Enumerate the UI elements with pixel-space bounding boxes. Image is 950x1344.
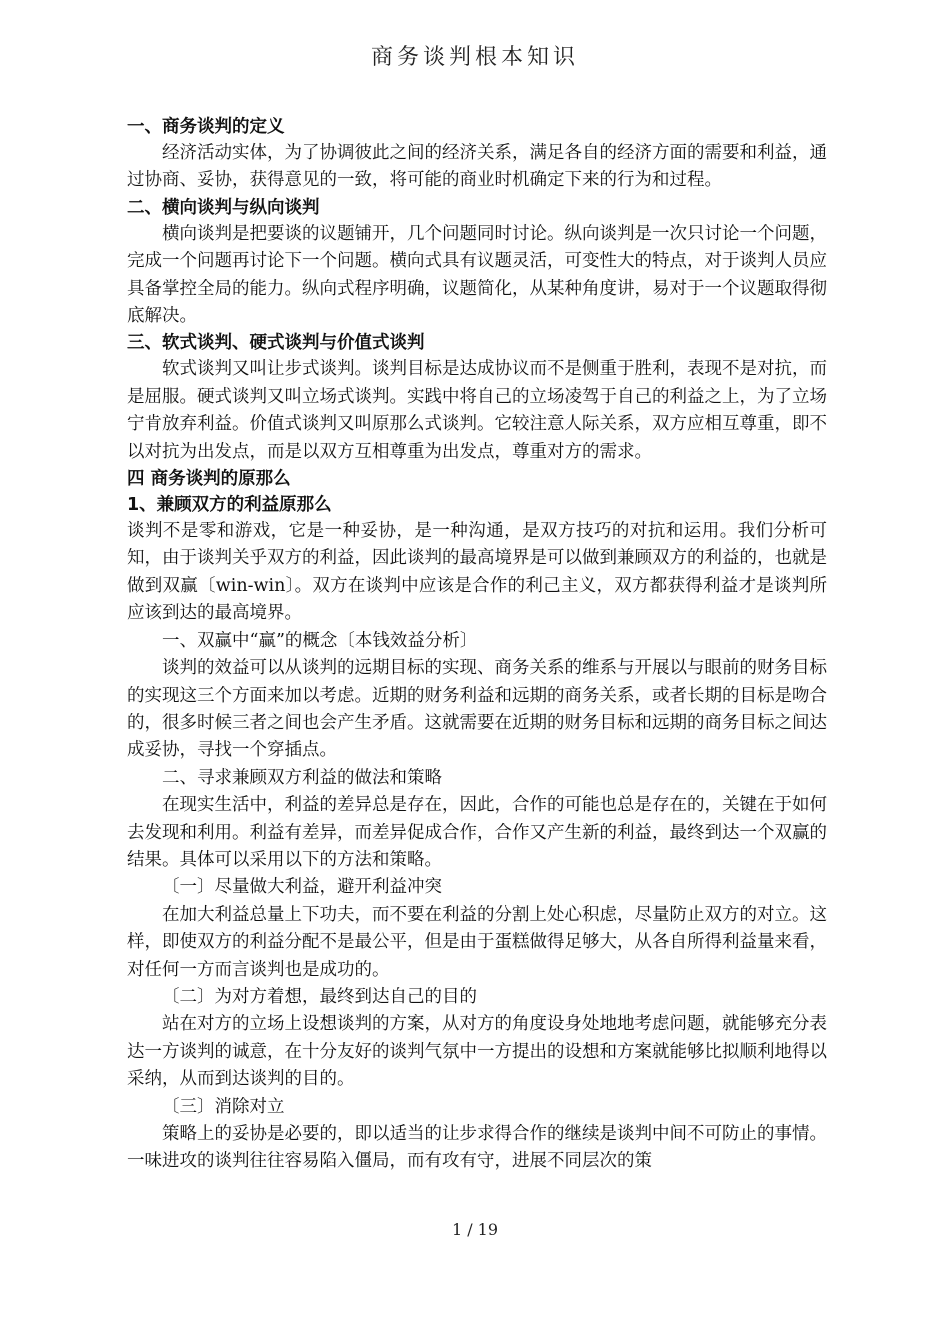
paragraph: 在加大利益总量上下功夫，而不要在利益的分割上处心积虑，尽量防止双方的对立。这样，即使双方的利益分配不是最公平，但是由于蛋糕做得足够大，从各自所得利益量来看，对任何一方而言谈判也是成功的。: [127, 904, 827, 980]
sub-heading: 一、双赢中“赢”的概念〔本钱效益分析〕: [162, 630, 478, 651]
paragraph: 策略上的妥协是必要的，即以适当的让步求得合作的继续是谈判中间不可防止的事情。一味进攻的谈判往往容易陷入僵局，而有攻有守，进展不同层次的策: [127, 1124, 827, 1172]
paragraph: 谈判的效益可以从谈判的远期目标的实现、商务关系的维系与开展以与眼前的财务目标的实现这三个方面来加以考虑。近期的财务利益和远期的商务关系，或者长期的目标是吻合的，很多时候三者之间也会产生矛盾。这就需要在近期的财务目标和远期的商务目标之间达成妥协，寻找一个穿插点。: [127, 658, 827, 761]
sub-heading: 〔三〕消除对立: [162, 1096, 285, 1117]
section-heading-2: 二、横向谈判与纵向谈判: [127, 197, 320, 218]
page-number: 1 / 19: [451, 1220, 499, 1239]
paragraph: 软式谈判又叫让步式谈判。谈判目标是达成协议而不是侧重于胜利，表现不是对抗，而是屈服。硬式谈判又叫立场式谈判。实践中将自己的立场凌驾于自己的利益之上，为了立场宁肯放弃利益。价值式谈判又叫原那么式谈判。它较注意人际关系，双方应相互尊重，即不以对抗为出发点，而是以双方互相尊重为出发点，尊重对方的需求。: [127, 359, 827, 462]
paragraph: 谈判不是零和游戏，它是一种妥协，是一种沟通，是双方技巧的对抗和运用。我们分析可知，由于谈判关乎双方的利益，因此谈判的最高境界是可以做到兼顾双方的利益的，也就是做到双赢〔win-win〕。双方在谈判中应该是合作的利己主义，双方都获得利益才是谈判所应该到达的最高境界。: [127, 521, 827, 624]
paragraph: 在现实生活中，利益的差异总是存在，因此，合作的可能也总是存在的，关键在于如何去发现和利用。利益有差异，而差异促成合作，合作又产生新的利益，最终到达一个双赢的结果。具体可以采用以下的方法和策略。: [127, 795, 827, 870]
paragraph: 经济活动实体，为了协调彼此之间的经济关系，满足各自的经济方面的需要和利益，通过协商、妥协，获得意见的一致，将可能的商业时机确定下来的行为和过程。: [127, 143, 827, 191]
sub-heading: 二、寻求兼顾双方利益的做法和策略: [162, 767, 442, 788]
paragraph: 站在对方的立场上设想谈判的方案，从对方的角度设身处地地考虑问题，就能够充分表达一方谈判的诚意，在十分友好的谈判气氛中一方提出的设想和方案就能够比拟顺利地得以采纳，从而到达谈判的目的。: [127, 1014, 827, 1090]
section-heading-1: 一、商务谈判的定义: [127, 117, 285, 137]
page-title: 商务谈判根本知识: [370, 45, 579, 70]
sub-heading: 〔二〕为对方着想，最终到达自己的目的: [162, 986, 477, 1007]
section-heading-3: 三、软式谈判、硬式谈判与价值式谈判: [127, 333, 425, 354]
sub-heading: 〔一〕尽量做大利益，避开利益冲突: [162, 877, 442, 898]
document-body: [127, 114, 827, 1176]
paragraph: 横向谈判是把要谈的议题铺开，几个问题同时讨论。纵向谈判是一次只讨论一个问题，完成一个问题再讨论下一个问题。横向式具有议题灵活，可变性大的特点，对于谈判人员应具备掌控全局的能力。纵向式程序明确，议题简化，从某种角度讲，易对于一个议题取得彻底解决。: [127, 223, 827, 327]
section-heading-4: 四 商务谈判的原那么: [127, 469, 291, 490]
subsection-heading: 1、兼顾双方的利益原那么: [127, 495, 332, 516]
